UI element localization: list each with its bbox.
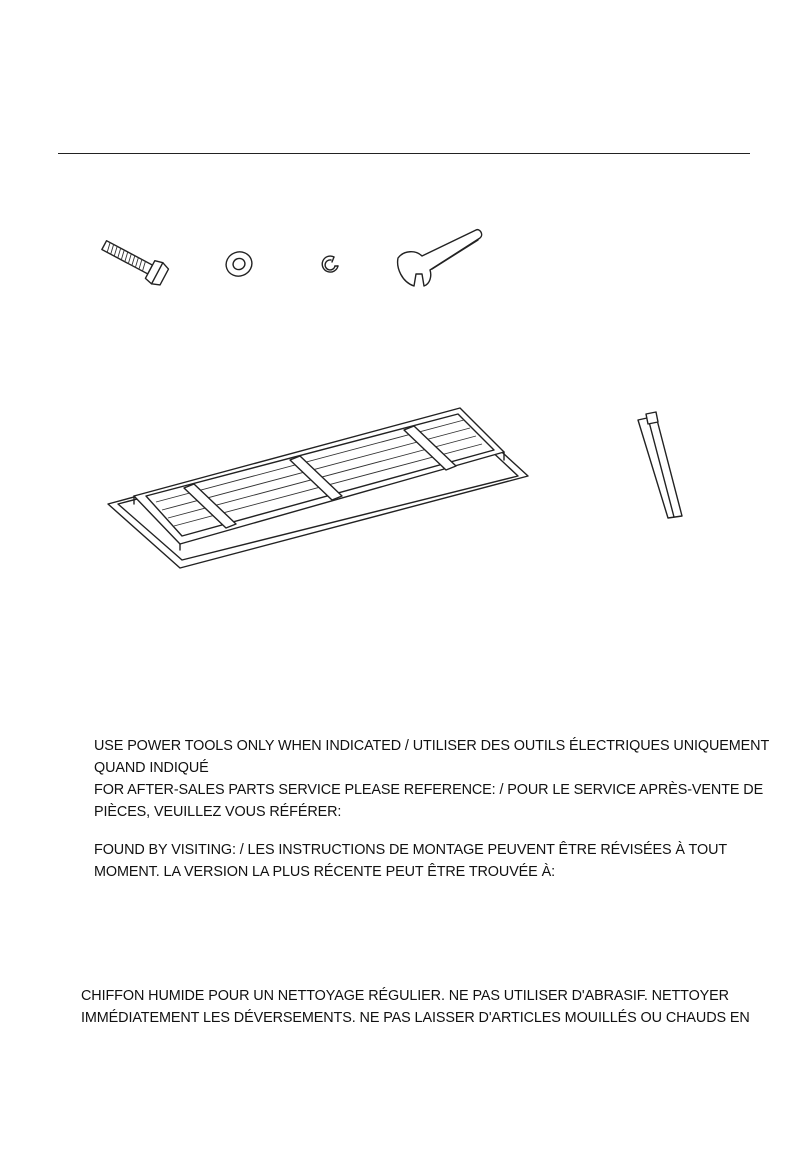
visiting-line-2: MOMENT. LA VERSION LA PLUS RÉCENTE PEUT ÊTRE TROUVÉE À: <box>94 864 555 880</box>
after-sales-line-2: PIÈCES, VEUILLEZ VOUS RÉFÉRER: <box>94 804 342 820</box>
power-tools-line-1: USE POWER TOOLS ONLY WHEN INDICATED / UTILISER DES OUTILS ÉLECTRIQUES UNIQUEMENT <box>94 738 770 754</box>
care-note <box>81 985 750 1029</box>
table-leg-icon <box>630 410 690 524</box>
visiting-note <box>94 839 727 883</box>
after-sales-line-1: FOR AFTER-SALES PARTS SERVICE PLEASE REFERENCE: / POUR LE SERVICE APRÈS-VENTE DE <box>94 782 764 798</box>
table-top-icon <box>104 398 534 578</box>
wrench-icon <box>392 220 488 296</box>
header-divider <box>58 153 750 154</box>
power-tools-line-2: QUAND INDIQUÉ <box>94 760 209 776</box>
bolt-icon <box>98 234 174 290</box>
care-line-2: IMMÉDIATEMENT LES DÉVERSEMENTS. NE PAS LAISSER D'ARTICLES MOUILLÉS OU CHAUDS EN <box>81 1010 750 1026</box>
power-tools-note <box>94 735 769 823</box>
lock-washer-icon <box>318 252 344 278</box>
visiting-line-1: FOUND BY VISITING: / LES INSTRUCTIONS DE MONTAGE PEUVENT ÊTRE RÉVISÉES À TOUT <box>94 842 728 858</box>
care-line-1: CHIFFON HUMIDE POUR UN NETTOYAGE RÉGULIER. NE PAS UTILISER D'ABRASIF. NETTOYER <box>81 988 729 1004</box>
washer-icon <box>219 246 259 282</box>
